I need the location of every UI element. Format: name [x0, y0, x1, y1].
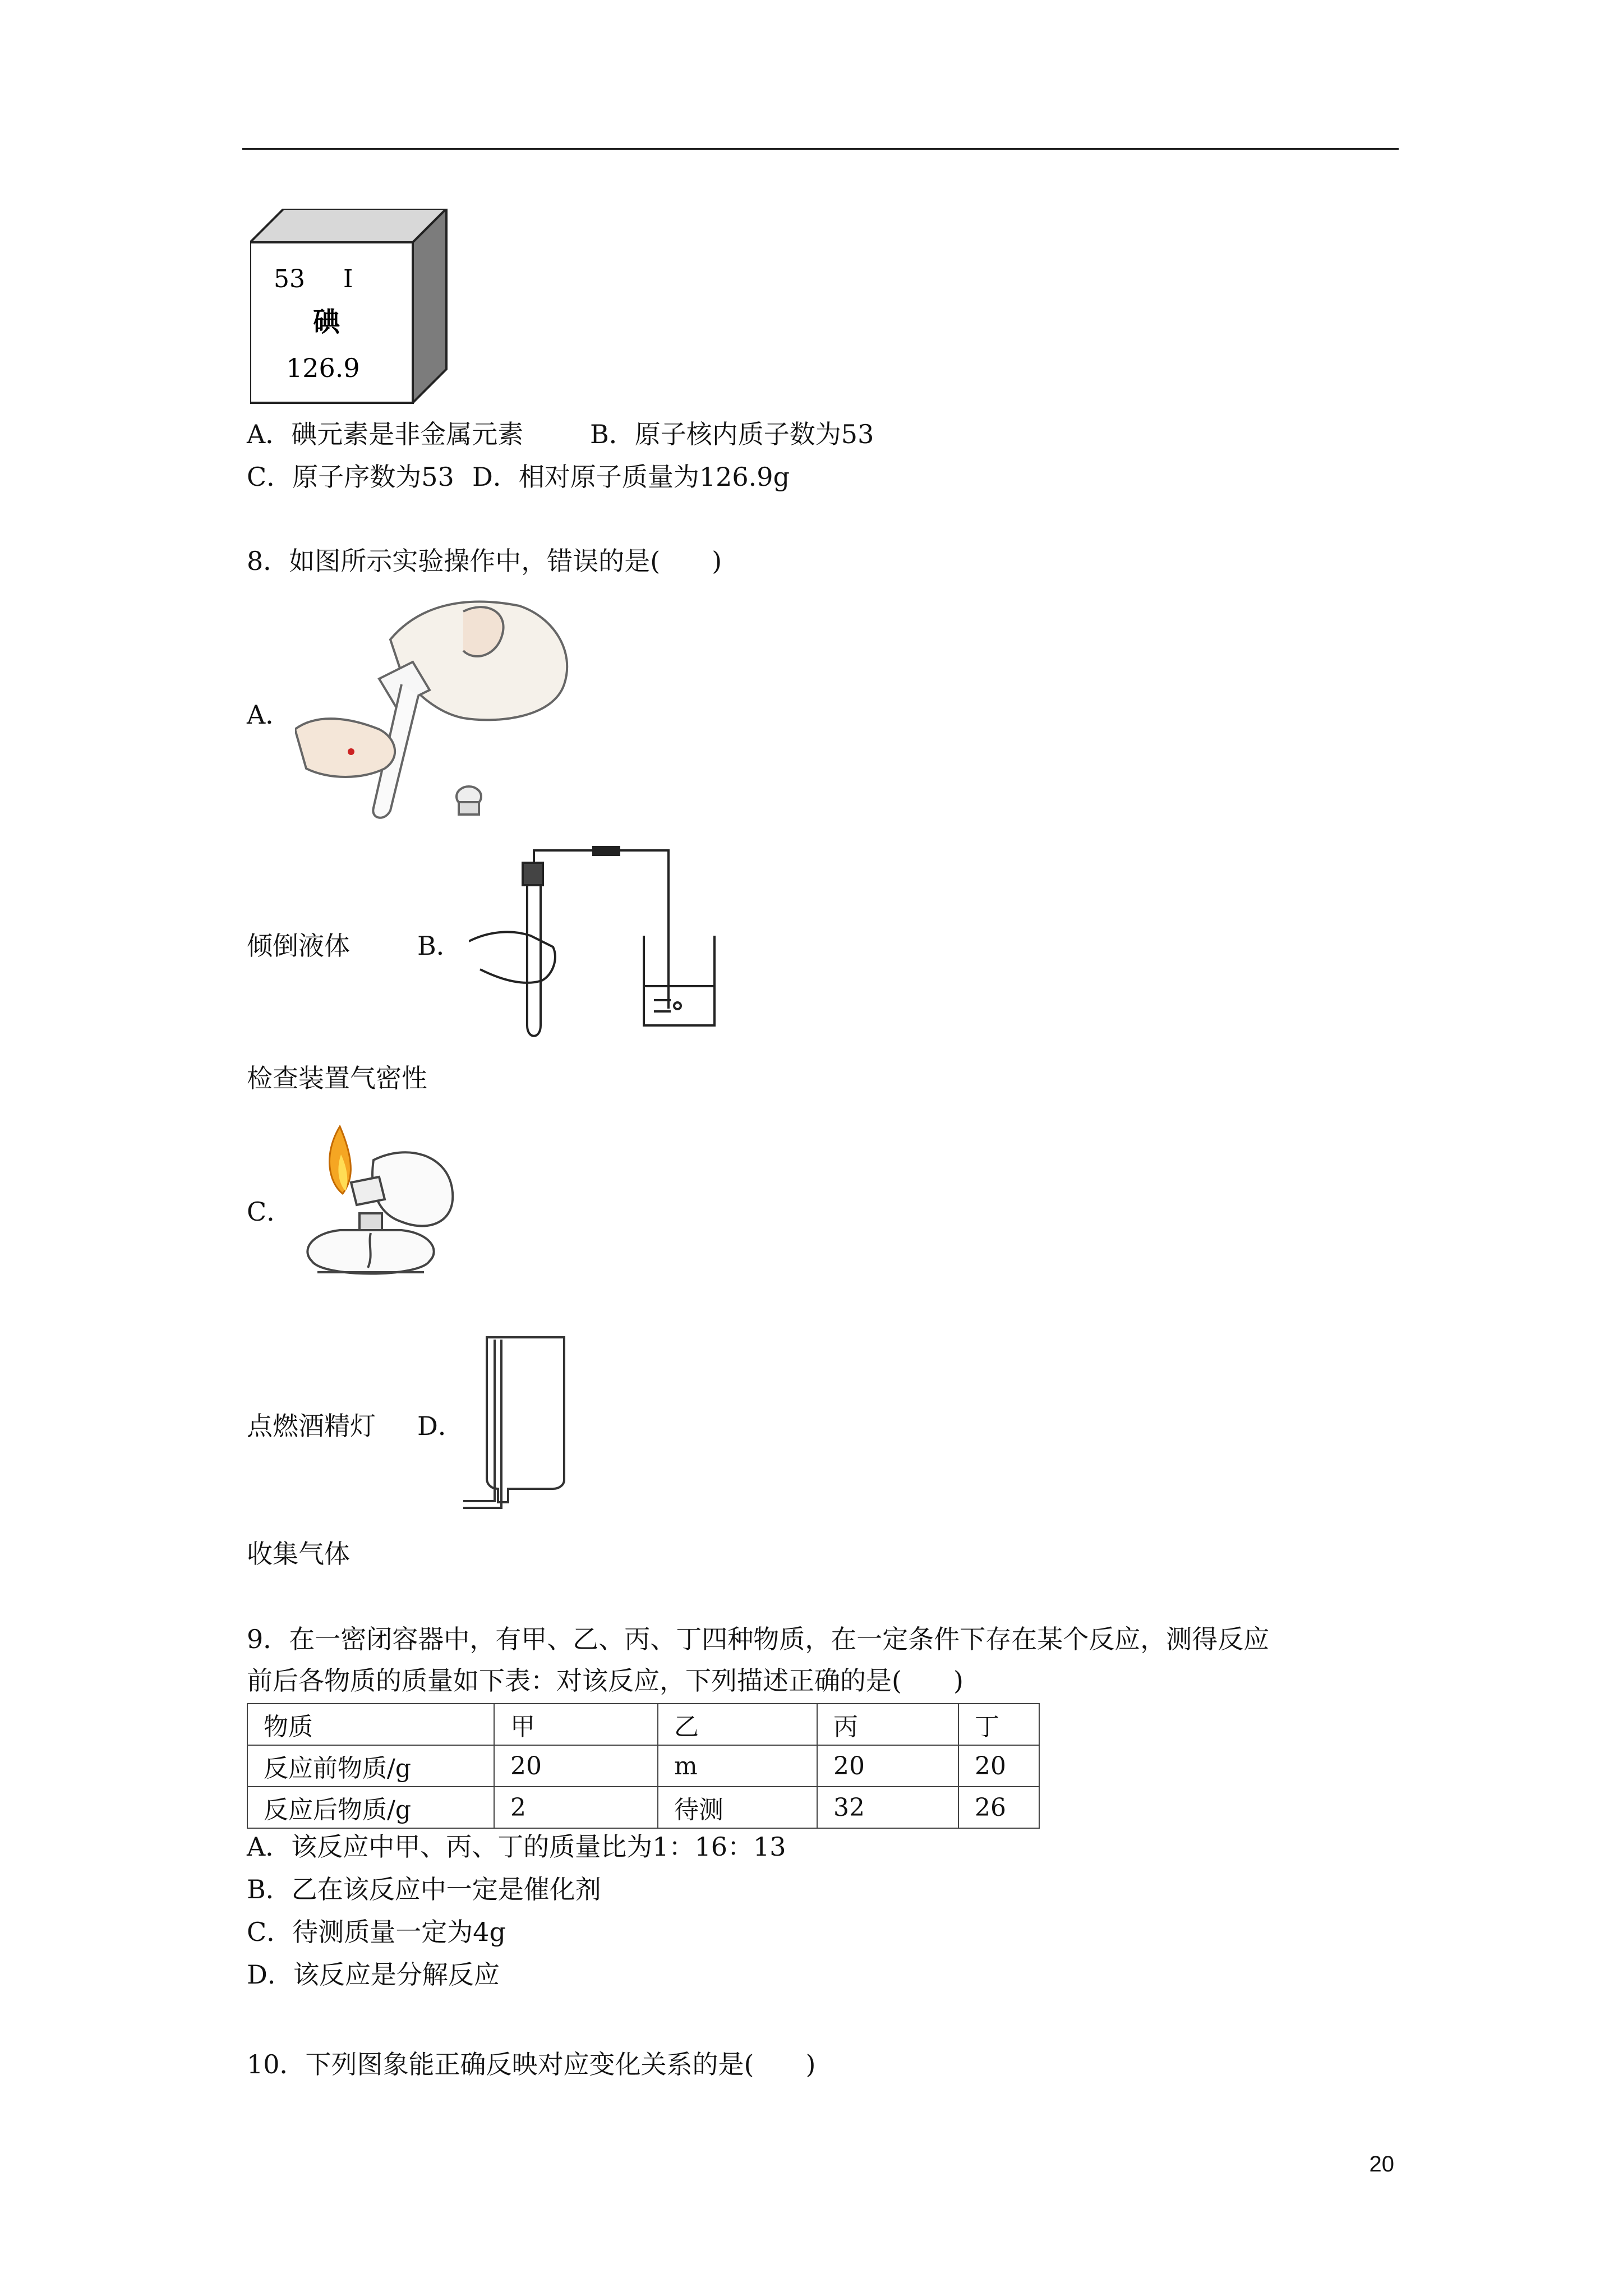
pouring-liquid-figure [295, 595, 592, 830]
q8-option-a-caption: 倾倒液体 [247, 931, 350, 961]
table-cell: 20 [817, 1745, 958, 1787]
table-cell: 32 [817, 1787, 958, 1828]
element-name: 碘 [313, 306, 340, 338]
table-cell: m [658, 1745, 817, 1787]
table-cell: 反应后物质/g [247, 1787, 494, 1828]
q9-option-a: A．该反应中甲、丙、丁的质量比为1：16：13 [247, 1832, 786, 1862]
q9-option-d: D．该反应是分解反应 [247, 1959, 500, 1990]
q9-mass-table [247, 1703, 1040, 1829]
q8-option-a-letter: A． [247, 700, 292, 730]
q8-option-b-letter: B． [417, 931, 462, 961]
header-rule [242, 148, 1399, 150]
table-cell: 待测 [658, 1787, 817, 1828]
q7-option-b: B．原子核内质子数为53 [590, 419, 874, 449]
q9-option-b: B．乙在该反应中一定是催化剂 [247, 1874, 601, 1904]
table-cell: 丙 [817, 1704, 958, 1745]
q7-option-c: C．原子序数为53 [247, 462, 454, 492]
table-cell: 乙 [658, 1704, 817, 1745]
q10-stem: 10．下列图象能正确反映对应变化关系的是( ) [247, 2049, 816, 2079]
q8-option-d-caption: 收集气体 [247, 1539, 350, 1569]
table-cell: 甲 [494, 1704, 658, 1745]
alcohol-lamp-figure [289, 1121, 458, 1295]
q7-option-a: A．碘元素是非金属元素 [247, 419, 524, 449]
q8-option-b-caption: 检查装置气密性 [247, 1063, 427, 1093]
table-header-row [247, 1704, 1039, 1745]
q8-option-d-letter: D． [417, 1411, 464, 1441]
q7-option-d: D．相对原子质量为126.9g [472, 462, 790, 492]
gas-collection-figure [463, 1334, 575, 1519]
q8-stem: 8．如图所示实验操作中，错误的是( ) [247, 546, 722, 576]
q8-option-c-letter: C． [247, 1197, 293, 1227]
element-mass: 126.9 [286, 353, 360, 383]
table-cell: 反应前物质/g [247, 1745, 494, 1787]
table-cell: 丁 [958, 1704, 1039, 1745]
element-symbol: I [343, 265, 353, 293]
q9-option-c: C．待测质量一定为4g [247, 1917, 506, 1947]
table-row [247, 1787, 1039, 1828]
table-row [247, 1745, 1039, 1787]
airtightness-check-figure [469, 846, 727, 1042]
table-cell: 20 [958, 1745, 1039, 1787]
table-cell: 物质 [247, 1704, 494, 1745]
q8-option-c-caption: 点燃酒精灯 [247, 1411, 376, 1441]
page-number: 20 [1369, 2152, 1394, 2177]
table-cell: 26 [958, 1787, 1039, 1828]
iodine-element-tile [250, 209, 450, 404]
q9-stem-line2: 前后各物质的质量如下表：对该反应，下列描述正确的是( ) [247, 1665, 963, 1696]
q9-stem-line1: 9．在一密闭容器中，有甲、乙、丙、丁四种物质，在一定条件下存在某个反应，测得反应 [247, 1624, 1270, 1654]
table-cell: 20 [494, 1745, 658, 1787]
table-cell: 2 [494, 1787, 658, 1828]
element-number: 53 [274, 265, 305, 293]
